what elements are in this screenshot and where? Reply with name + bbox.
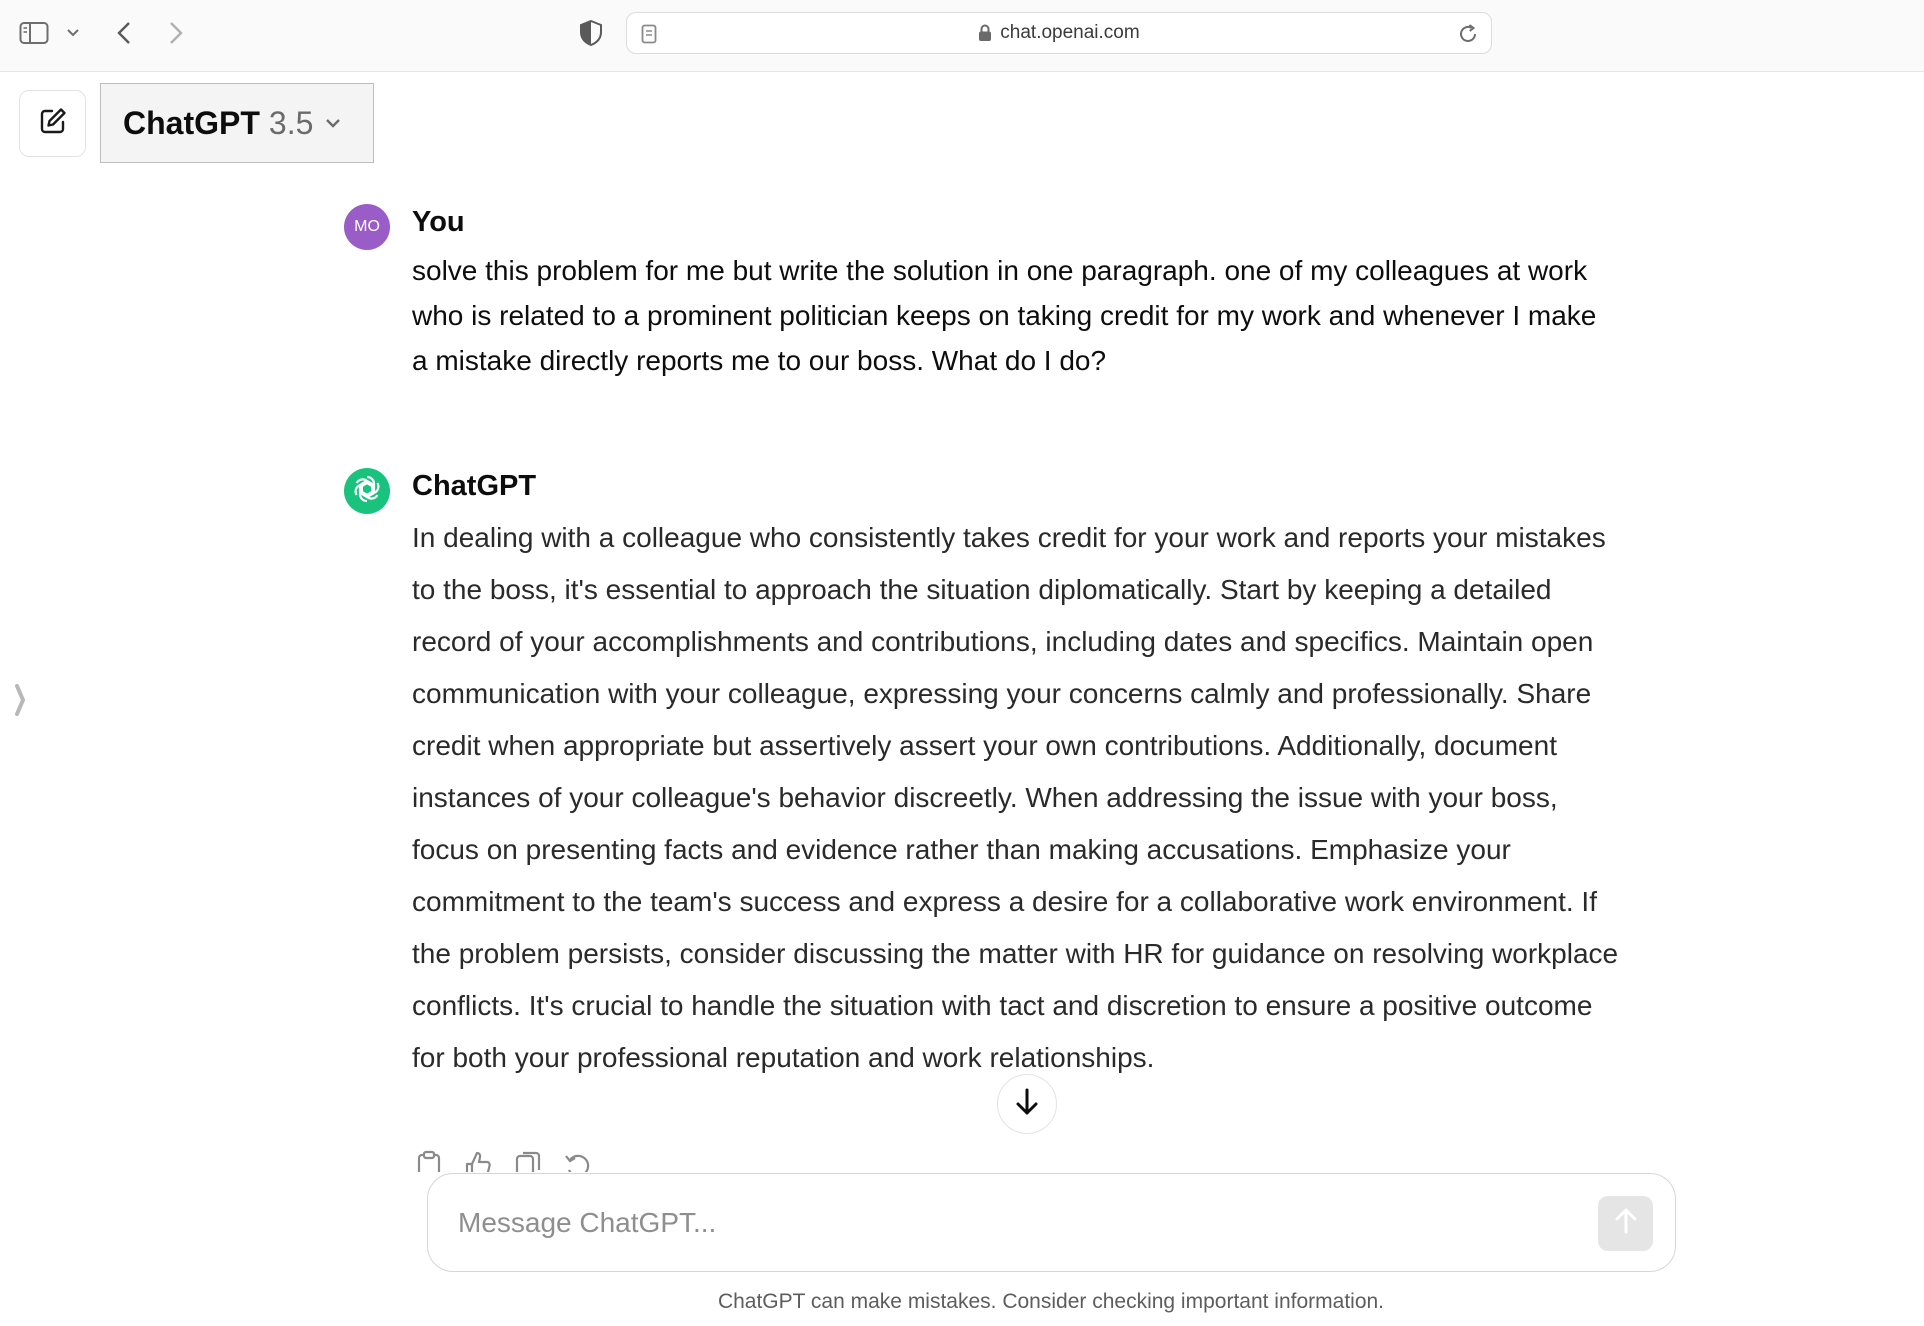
back-icon[interactable] (112, 18, 136, 48)
arrow-up-icon (1614, 1207, 1638, 1240)
forward-icon[interactable] (164, 18, 188, 48)
message-author: You (412, 206, 465, 238)
model-version: 3.5 (268, 104, 314, 141)
chevron-down-icon (325, 117, 341, 129)
thumbs-up-icon[interactable] (464, 1150, 492, 1172)
arrow-down-icon (1014, 1087, 1040, 1122)
message-composer (427, 1173, 1676, 1272)
avatar-initials: MO (354, 218, 380, 235)
new-chat-button[interactable] (19, 90, 86, 157)
message-actions (416, 1150, 592, 1172)
message-input[interactable] (458, 1202, 1598, 1244)
copy-icon[interactable] (416, 1150, 442, 1172)
disclaimer-text: ChatGPT can make mistakes. Consider checking important information. (717, 1290, 1385, 1313)
message-author: ChatGPT (412, 470, 537, 502)
user-avatar (344, 204, 390, 250)
reload-icon[interactable] (1457, 23, 1479, 50)
user-message-text: solve this problem for me but write the solution in one paragraph. one of my colleagues at work who is related to a prominent politician keeps on taking credit for my work and whenever I make a mistake directly reports me to our boss. What do I do? (412, 255, 1597, 376)
sidebar-toggle-icon[interactable] (18, 20, 50, 46)
openai-logo-icon (350, 472, 384, 511)
edit-icon (38, 106, 68, 141)
scroll-to-bottom-button[interactable] (997, 1074, 1057, 1134)
regenerate-icon[interactable] (514, 1150, 542, 1172)
address-bar[interactable] (626, 12, 1492, 54)
undo-icon[interactable] (564, 1150, 592, 1172)
model-selector[interactable] (100, 83, 374, 163)
chatgpt-avatar (344, 468, 390, 514)
chevron-down-icon[interactable] (64, 24, 82, 42)
assistant-message-text: In dealing with a colleague who consistently takes credit for your work and reports your mistakes to the boss, it's essential to approach the situation diplomatically. Start by keeping a detailed record of your accomplishments and contributions, including dates and specifics. Maintain open communication with your colleague, expressing your concerns calmly and professionally. Share credit when appropriate but assertively assert your own contributions. Additionally, document instances of your colleague's behavior discreetly. When addressing the issue with your boss, focus on presenting facts and evidence rather than making accusations. Emphasize your commitment to the team's success and express a desire for a collaborative work environment. If the problem persists, consider discussing the matter with HR for guidance on resolving workplace conflicts. It's crucial to handle the situation with tact and discretion to ensure a positive outcome for both your professional reputation and work relationships. (412, 522, 1619, 1073)
model-name: ChatGPT (123, 104, 260, 141)
send-button[interactable] (1598, 1196, 1653, 1251)
lock-icon (978, 24, 992, 42)
browser-toolbar (0, 0, 1924, 72)
open-sidebar-handle[interactable] (10, 680, 30, 720)
privacy-shield-icon[interactable] (578, 19, 604, 47)
url-text: chat.openai.com (1000, 22, 1140, 43)
